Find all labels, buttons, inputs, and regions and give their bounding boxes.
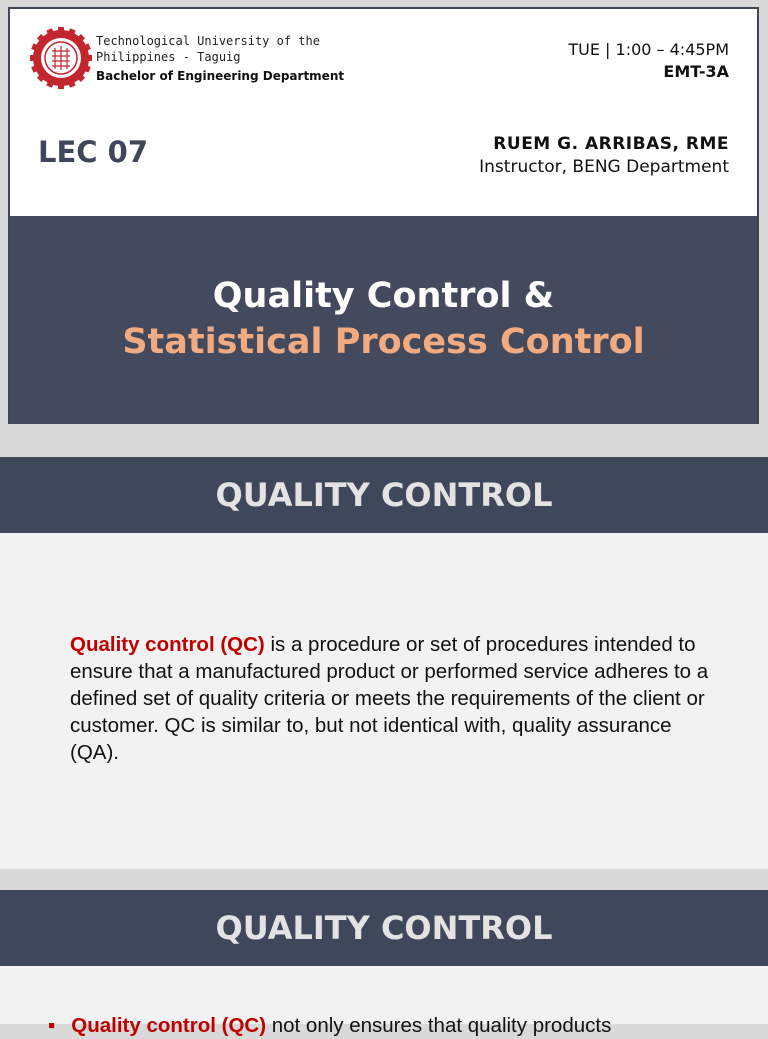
title-slide	[8, 7, 759, 424]
highlighted-term: Quality control (QC)	[71, 1014, 267, 1037]
university-seal-logo	[30, 27, 92, 89]
slide-title-line1: Quality Control &	[212, 276, 555, 316]
definition-slide	[0, 457, 768, 869]
lecture-number: LEC 07	[38, 135, 149, 169]
instructor-title: Instructor, BENG Department	[479, 157, 729, 177]
title-band	[10, 216, 757, 424]
department-name: Bachelor of Engineering Department	[96, 69, 345, 83]
highlighted-term: Quality control (QC)	[70, 633, 265, 656]
university-name-line2: Philippines - Taguig	[96, 50, 241, 64]
definition-paragraph	[70, 631, 710, 766]
instructor-block	[479, 133, 729, 179]
section-code: EMT-3A	[663, 62, 729, 81]
bullet-slide	[0, 890, 768, 1037]
schedule-block	[568, 39, 729, 83]
university-name	[96, 33, 396, 65]
university-name-line1: Technological University of the	[96, 34, 320, 48]
slide-title-line2: Statistical Process Control	[122, 322, 645, 362]
section-heading: QUALITY CONTROL	[0, 457, 768, 533]
instructor-name: RUEM G. ARRIBAS, RME	[493, 134, 729, 154]
definition-text: is a procedure or set of procedures intended to ensure that a manufactured product or performed service adheres to a defined set of quality criteria or meets the requirements of the client or customer. QC is similar to, but not identical with, quality assurance (QA).	[70, 633, 709, 764]
bullet-item	[48, 1012, 748, 1039]
bullet-icon: ▪	[48, 1014, 56, 1037]
schedule-time: TUE | 1:00 – 4:45PM	[568, 40, 729, 59]
bullet-text: not only ensures that quality products	[266, 1014, 612, 1037]
section-heading: QUALITY CONTROL	[0, 890, 768, 966]
